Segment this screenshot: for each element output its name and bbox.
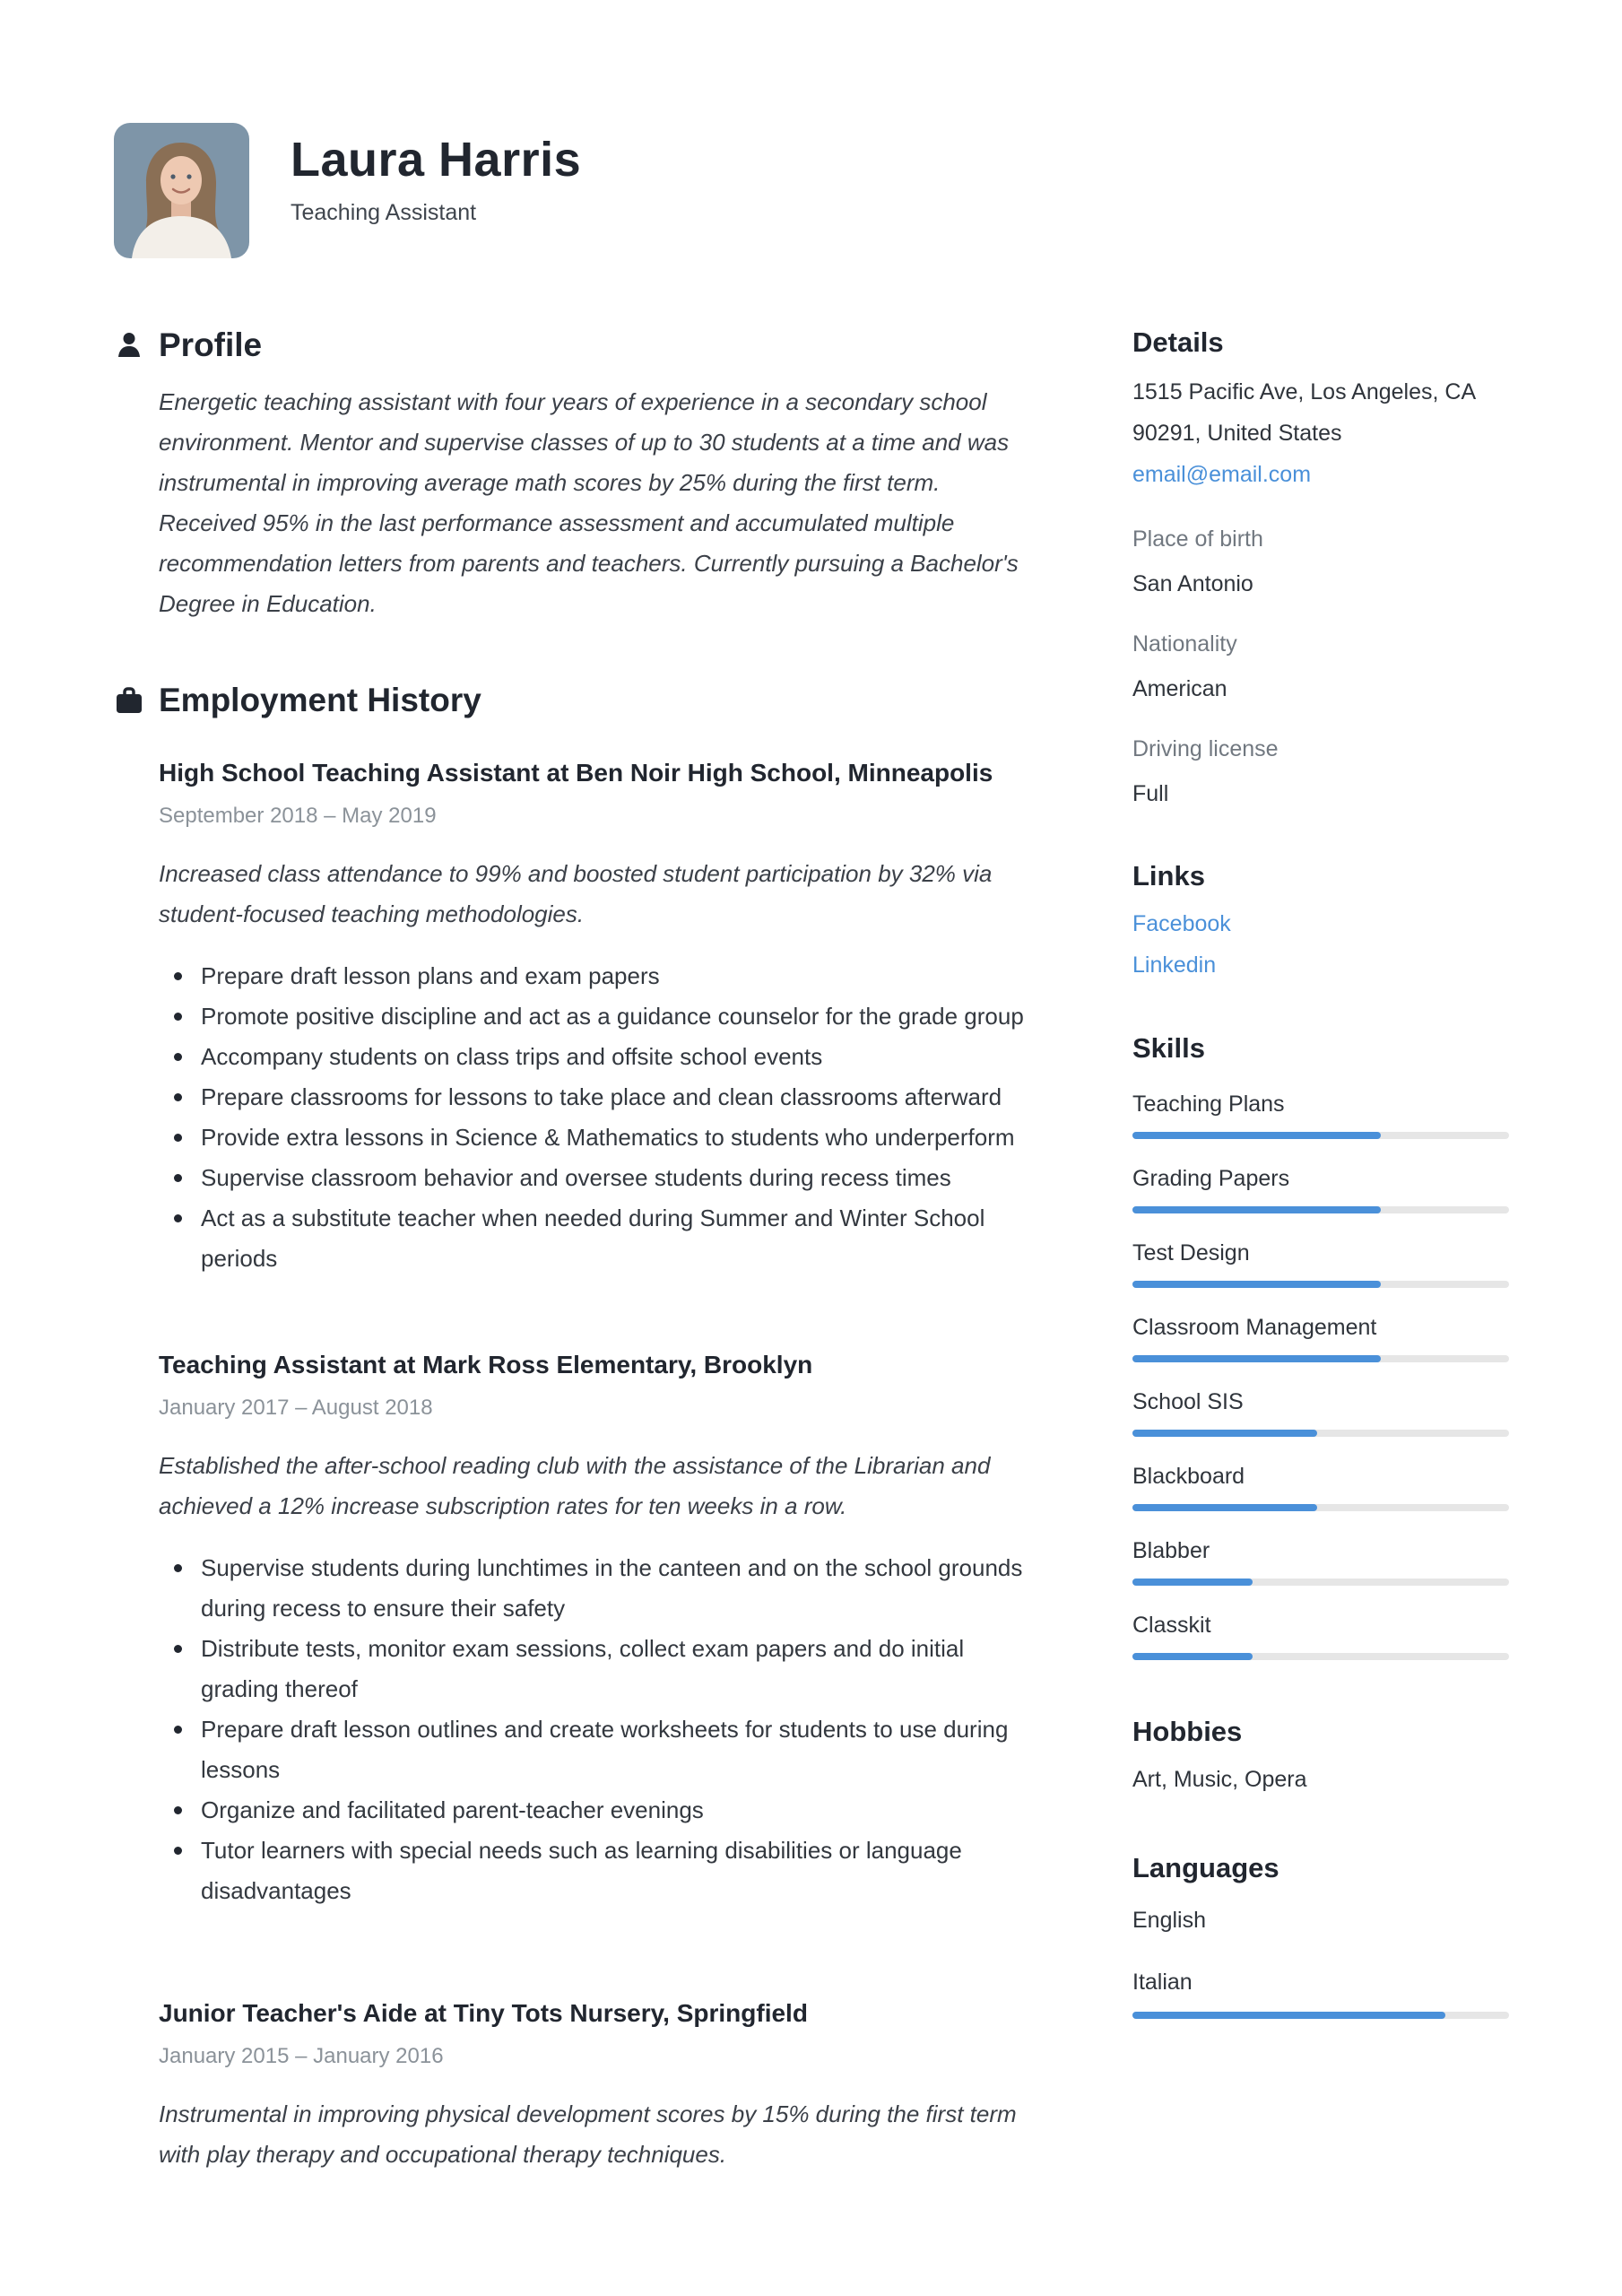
skill-name: Blabber [1132,1538,1210,1563]
job-dates: September 2018 – May 2019 [159,804,437,828]
skill-bar-fill [1132,1578,1253,1586]
skill-bar-fill [1132,1430,1317,1437]
facebook-link[interactable]: Facebook [1132,911,1231,936]
person-name: Laura Harris [291,133,582,187]
job-entry [159,757,1042,1279]
skill-item [1132,1613,1509,1660]
hobbies-heading: Hobbies [1132,1716,1243,1747]
languages-heading: Languages [1132,1852,1279,1883]
language-item [1132,1908,1509,1934]
duty-item: Distribute tests, monitor exam sessions, collect exam papers and do initial grading thereof [159,1629,1042,1709]
duty-item: Supervise classroom behavior and oversee students during recess times [159,1158,1042,1198]
person-job-title: Teaching Assistant [291,200,477,225]
skills-section [1132,1032,1509,1660]
details-heading: Details [1132,326,1224,358]
skill-bar [1132,1281,1509,1288]
employment-section [114,682,1042,2175]
hobbies-section [1132,1716,1509,1800]
duty-item: Tutor learners with special needs such as learning disabilities or language disadvantages [159,1831,1042,1911]
skill-bar [1132,1206,1509,1213]
skill-item [1132,1091,1509,1139]
detail-field [1132,523,1509,600]
email-link[interactable]: email@email.com [1132,462,1312,487]
skill-item [1132,1166,1509,1213]
skill-bar [1132,1653,1509,1660]
header-text [291,123,581,226]
job-dates: January 2017 – August 2018 [159,1396,433,1420]
skill-name: Test Design [1132,1240,1250,1265]
profile-heading: Profile [159,326,263,363]
field-label: Place of birth [1132,526,1263,552]
address-line2: 90291, United States [1132,421,1342,446]
skill-bar-fill [1132,1206,1381,1213]
duty-item: Provide extra lessons in Science & Mathematics to students who underperform [159,1118,1042,1158]
employment-heading: Employment History [159,682,481,718]
skill-name: Grading Papers [1132,1166,1290,1191]
job-title: Junior Teacher's Aide at Tiny Tots Nursery, Springfield [159,1999,808,2027]
skill-bar-fill [1132,1504,1317,1511]
details-section [1132,326,1509,810]
job-summary: Established the after-school reading club with the assistance of the Librarian and achieved a 12% increase subscription rates for ten weeks in a row. [159,1452,991,1519]
language-name: English [1132,1908,1206,1933]
duty-item: Promote positive discipline and act as a guidance counselor for the grade group [159,996,1042,1037]
job-entry [159,1349,1042,1911]
duty-item: Accompany students on class trips and offsite school events [159,1037,1042,1077]
language-bar [1132,2012,1509,2019]
field-value: San Antonio [1132,571,1253,596]
person-icon [114,330,159,361]
field-label: Nationality [1132,631,1237,657]
job-dates: January 2015 – January 2016 [159,2044,444,2068]
duty-item: Organize and facilitated parent-teacher evenings [159,1790,1042,1831]
skill-bar [1132,1504,1509,1511]
skill-name: School SIS [1132,1389,1244,1414]
job-summary: Instrumental in improving physical development scores by 15% during the first term with play therapy and occupational therapy techniques. [159,2100,1017,2168]
profile-section [114,326,1042,624]
skill-bar [1132,1132,1509,1139]
language-bar-fill [1132,2012,1445,2019]
skill-bar [1132,1430,1509,1437]
skill-bar [1132,1578,1509,1586]
language-item [1132,1970,1509,2019]
duty-item: Supervise students during lunchtimes in the canteen and on the school grounds during recess to ensure their safety [159,1548,1042,1629]
main-column [114,326,1042,2175]
address-line1: 1515 Pacific Ave, Los Angeles, CA [1132,379,1477,404]
duty-item: Prepare draft lesson outlines and create worksheets for students to use during lessons [159,1709,1042,1790]
briefcase-icon [114,686,159,715]
skill-bar [1132,1355,1509,1362]
links-section [1132,860,1509,986]
job-title: High School Teaching Assistant at Ben Noir High School, Minneapolis [159,759,993,787]
language-name: Italian [1132,1970,1193,1995]
skill-name: Teaching Plans [1132,1091,1285,1117]
links-heading: Links [1132,860,1205,891]
skill-bar-fill [1132,1355,1381,1362]
job-duties-list [159,956,1042,1279]
duty-item: Act as a substitute teacher when needed during Summer and Winter School periods [159,1198,1042,1279]
skill-bar-fill [1132,1653,1253,1660]
linkedin-link[interactable]: Linkedin [1132,952,1217,978]
field-value: American [1132,676,1227,701]
duty-item: Prepare draft lesson plans and exam papers [159,956,1042,996]
detail-field [1132,628,1509,705]
profile-heading-row [114,326,1042,364]
skills-heading: Skills [1132,1032,1205,1064]
profile-photo [114,123,249,258]
skill-item [1132,1538,1509,1586]
skill-item [1132,1389,1509,1437]
duty-item: Prepare classrooms for lessons to take place and clean classrooms afterward [159,1077,1042,1118]
employment-heading-row [114,682,1042,719]
job-entry [159,1997,1042,2175]
header [0,0,1622,258]
address [1132,371,1509,495]
skill-name: Blackboard [1132,1464,1245,1489]
detail-field [1132,733,1509,810]
profile-summary: Energetic teaching assistant with four years of experience in a secondary school environment. Mentor and supervise classes of up to 30 students at a time and was instrumental in improving average math scores by 25% during the first term. Received 95% in the last performance assessment and accumulated multiple recommendation letters from parents and teachers. Currently pursuing a Bachelor's Degree in Education. [159,388,1019,617]
skill-name: Classroom Management [1132,1315,1377,1340]
skill-bar-fill [1132,1132,1381,1139]
job-title: Teaching Assistant at Mark Ross Elementary, Brooklyn [159,1351,813,1378]
skill-item [1132,1240,1509,1288]
content-columns [0,326,1622,2175]
skill-bar-fill [1132,1281,1381,1288]
skill-item [1132,1464,1509,1511]
sidebar [1132,326,1509,2175]
skill-name: Classkit [1132,1613,1211,1638]
hobbies-text: Art, Music, Opera [1132,1767,1307,1792]
field-value: Full [1132,781,1169,806]
job-summary: Increased class attendance to 99% and boosted student participation by 32% via student-focused teaching methodologies. [159,860,993,927]
job-duties-list [159,1548,1042,1911]
skill-item [1132,1315,1509,1362]
profile-photo-image [114,123,249,258]
languages-section [1132,1852,1509,2019]
field-label: Driving license [1132,736,1279,761]
